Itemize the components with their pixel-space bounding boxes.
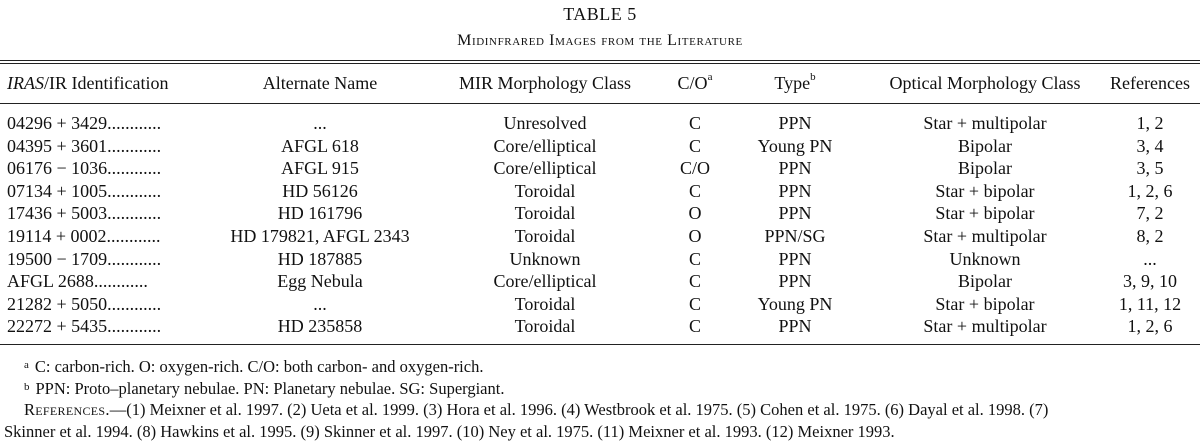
header-co-sup: a (708, 71, 713, 83)
row-type: PPN (730, 270, 860, 292)
row-alternate-name: ... (215, 293, 425, 315)
row-mir-class: Toroidal (440, 315, 650, 337)
row-type: Young PN (730, 135, 860, 157)
table-row (0, 270, 1200, 293)
header-rule (0, 103, 1200, 104)
row-type: PPN (730, 180, 860, 202)
row-mir-class: Core/elliptical (440, 135, 650, 157)
header-id-rest: /IR Identification (44, 73, 168, 93)
row-optical-class: Star + multipolar (860, 225, 1110, 247)
row-type: PPN (730, 112, 860, 134)
table-row (0, 315, 1200, 338)
leader-dots: ............ (107, 113, 161, 133)
header-optical-class: Optical Morphology Class (860, 73, 1110, 94)
leader-dots: ............ (94, 271, 148, 291)
references-label: References. (24, 400, 110, 419)
row-references: 1, 2, 6 (1100, 315, 1200, 337)
row-alternate-name: AFGL 618 (215, 135, 425, 157)
row-alternate-name: HD 161796 (215, 202, 425, 224)
top-rule-double (0, 63, 1200, 64)
table-row (0, 157, 1200, 180)
leader-dots: ............ (107, 249, 161, 269)
table-row (0, 248, 1200, 271)
row-references: 7, 2 (1100, 202, 1200, 224)
footnote-b (0, 378, 1200, 400)
row-alternate-name: AFGL 915 (215, 157, 425, 179)
header-mir-class: MIR Morphology Class (440, 73, 650, 94)
row-id: 22272 + 5435............ (7, 315, 217, 337)
row-mir-class: Core/elliptical (440, 270, 650, 292)
row-co: O (660, 202, 730, 224)
row-references: 1, 11, 12 (1100, 293, 1200, 315)
row-id: 21282 + 5050............ (7, 293, 217, 315)
header-co-label: C/O (678, 73, 708, 93)
row-optical-class: Unknown (860, 248, 1110, 270)
row-alternate-name: Egg Nebula (215, 270, 425, 292)
row-mir-class: Toroidal (440, 180, 650, 202)
bottom-rule (0, 344, 1200, 345)
row-optical-class: Star + multipolar (860, 315, 1110, 337)
row-id: 17436 + 5003............ (7, 202, 217, 224)
row-id: AFGL 2688............ (7, 270, 217, 292)
header-co (660, 73, 730, 94)
row-optical-class: Star + bipolar (860, 180, 1110, 202)
row-id: 19114 + 0002............ (7, 225, 217, 247)
row-co: C (660, 270, 730, 292)
table-header-row (0, 73, 1200, 95)
row-references: 3, 5 (1100, 157, 1200, 179)
row-references: 3, 9, 10 (1100, 270, 1200, 292)
row-co: C (660, 315, 730, 337)
row-co: O (660, 225, 730, 247)
row-alternate-name: HD 235858 (215, 315, 425, 337)
row-id: 04296 + 3429............ (7, 112, 217, 134)
row-type: PPN (730, 248, 860, 270)
row-co: C/O (660, 157, 730, 179)
row-optical-class: Star + bipolar (860, 293, 1110, 315)
row-alternate-name: HD 56126 (215, 180, 425, 202)
row-optical-class: Bipolar (860, 270, 1110, 292)
row-id: 19500 − 1709............ (7, 248, 217, 270)
footnote-a-mark: a (24, 359, 29, 371)
row-id: 06176 − 1036............ (7, 157, 217, 179)
row-optical-class: Bipolar (860, 135, 1110, 157)
row-optical-class: Star + bipolar (860, 202, 1110, 224)
row-references: 1, 2 (1100, 112, 1200, 134)
footnote-b-mark: b (24, 381, 30, 393)
table-row (0, 135, 1200, 158)
row-co: C (660, 180, 730, 202)
row-references: ... (1100, 248, 1200, 270)
row-co: C (660, 293, 730, 315)
table-row (0, 112, 1200, 135)
leader-dots: ............ (107, 158, 161, 178)
row-id: 04395 + 3601............ (7, 135, 217, 157)
leader-dots: ............ (107, 203, 161, 223)
row-alternate-name: HD 187885 (215, 248, 425, 270)
row-co: C (660, 112, 730, 134)
row-mir-class: Core/elliptical (440, 157, 650, 179)
references-note-continued: Skinner et al. 1994. (8) Hawkins et al. 1995. (9) Skinner et al. 1997. (10) Ney et al. 1975. (11) Meixner et al. 1993. (12) Meixner 1993. (0, 421, 1200, 442)
leader-dots: ............ (106, 226, 160, 246)
top-rule (0, 60, 1200, 61)
leader-dots: ............ (107, 294, 161, 314)
row-optical-class: Bipolar (860, 157, 1110, 179)
row-optical-class: Star + multipolar (860, 112, 1110, 134)
leader-dots: ............ (107, 316, 161, 336)
row-mir-class: Toroidal (440, 202, 650, 224)
row-type: Young PN (730, 293, 860, 315)
row-co: C (660, 135, 730, 157)
row-mir-class: Unknown (440, 248, 650, 270)
row-mir-class: Toroidal (440, 293, 650, 315)
table-row (0, 180, 1200, 203)
leader-dots: ............ (107, 181, 161, 201)
header-type-label: Type (774, 73, 810, 93)
row-type: PPN (730, 157, 860, 179)
row-references: 3, 4 (1100, 135, 1200, 157)
references-line-1: —(1) Meixner et al. 1997. (2) Ueta et al. 1999. (3) Hora et al. 1996. (4) Westbrook et al. 1975. (5) Cohen et al. 1975. (6) Dayal et al. 1998. (7) (110, 400, 1049, 419)
header-type (730, 73, 860, 94)
footnote-b-text: PPN: Proto–planetary nebulae. PN: Planetary nebulae. SG: Supergiant. (36, 379, 505, 398)
header-type-sup: b (810, 71, 816, 83)
row-alternate-name: HD 179821, AFGL 2343 (215, 225, 425, 247)
table-body (0, 112, 1200, 338)
references-note (0, 399, 1200, 421)
row-co: C (660, 248, 730, 270)
row-type: PPN/SG (730, 225, 860, 247)
table-notes (0, 356, 1200, 442)
footnote-a (0, 356, 1200, 378)
row-id: 07134 + 1005............ (7, 180, 217, 202)
footnote-a-text: C: carbon-rich. O: oxygen-rich. C/O: both carbon- and oxygen-rich. (35, 357, 484, 376)
table-row (0, 293, 1200, 316)
row-mir-class: Toroidal (440, 225, 650, 247)
header-alternate-name: Alternate Name (215, 73, 425, 94)
header-identification (7, 73, 217, 94)
row-type: PPN (730, 202, 860, 224)
table-row (0, 202, 1200, 225)
row-references: 1, 2, 6 (1100, 180, 1200, 202)
row-mir-class: Unresolved (440, 112, 650, 134)
table-row (0, 225, 1200, 248)
header-id-italic: IRAS (7, 73, 44, 93)
leader-dots: ............ (107, 136, 161, 156)
header-references: References (1100, 73, 1200, 94)
row-references: 8, 2 (1100, 225, 1200, 247)
table-caption: Midinfrared Images from the Literature (0, 32, 1200, 50)
table-number: TABLE 5 (0, 4, 1200, 25)
row-alternate-name: ... (215, 112, 425, 134)
row-type: PPN (730, 315, 860, 337)
